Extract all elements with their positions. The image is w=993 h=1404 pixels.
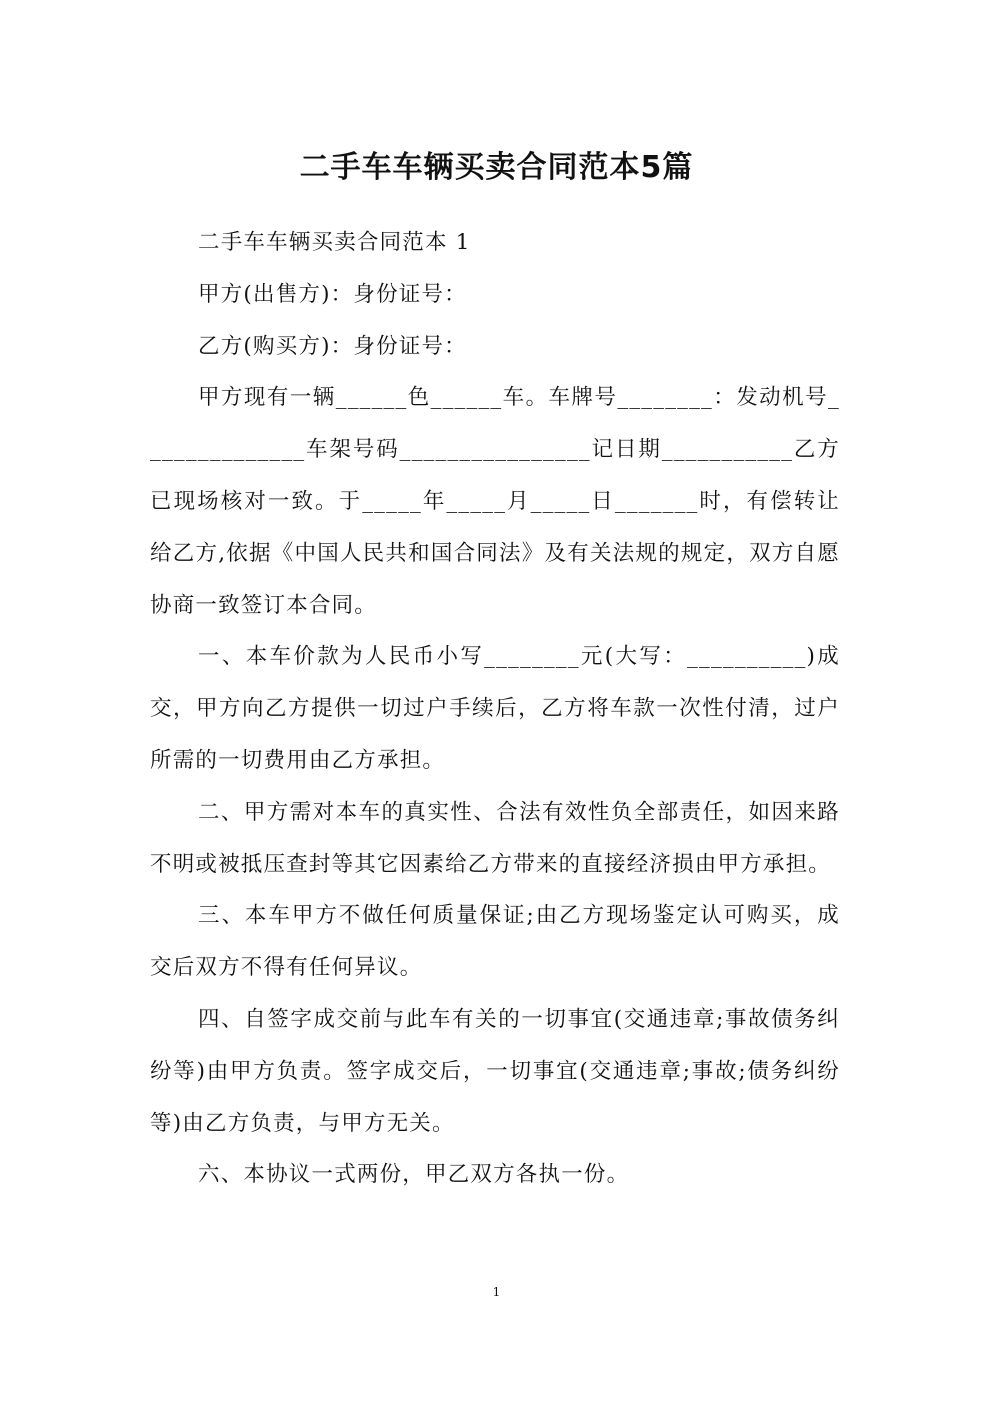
page-number: 1 bbox=[492, 1285, 501, 1299]
paragraph-clause-4: 四、自签字成交前与此车有关的一切事宜(交通违章;事故债务纠纷等)由甲方负责。签字成交后，一切事宜(交通违章;事故;债务纠纷等)由乙方负责，与甲方无关。 bbox=[150, 1006, 840, 1136]
document-title: 二手车车辆买卖合同范本5篇 bbox=[299, 150, 694, 185]
document-body bbox=[150, 217, 840, 1201]
paragraph-clause-2: 二、甲方需对本车的真实性、合法有效性负全部责任，如因来路不明或被抵压查封等其它因素给乙方带来的直接经济损由甲方承担。 bbox=[150, 799, 840, 877]
paragraph-clause-3: 三、本车甲方不做任何质量保证;由乙方现场鉴定认可购买，成交后双方不得有任何异议。 bbox=[150, 903, 840, 981]
paragraph-clause-1: 一、本车价款为人民币小写________元(大写：__________)成交，甲方向乙方提供一切过户手续后，乙方将车款一次性付清，过户所需的一切费用由乙方承担。 bbox=[150, 644, 840, 773]
paragraph-buyer: 乙方(购买方)：身份证号： bbox=[198, 333, 467, 359]
paragraph-seller: 甲方(出售方)：身份证号： bbox=[198, 281, 467, 307]
paragraph-clause-6: 六、本协议一式两份，甲乙双方各执一份。 bbox=[198, 1162, 630, 1188]
paragraph-vehicle-info: 甲方现有一辆______色______车。车牌号________：发动机号______________车架号码________________记日期___________乙方已现场核对一致。于_____年_____月_____日_______时，有偿转让给乙方,依据《中国人民共和国合同法》及有关法规的规定，双方自愿协商一致签订本合同。 bbox=[150, 385, 840, 618]
paragraph-heading: 二手车车辆买卖合同范本 1 bbox=[198, 230, 471, 255]
